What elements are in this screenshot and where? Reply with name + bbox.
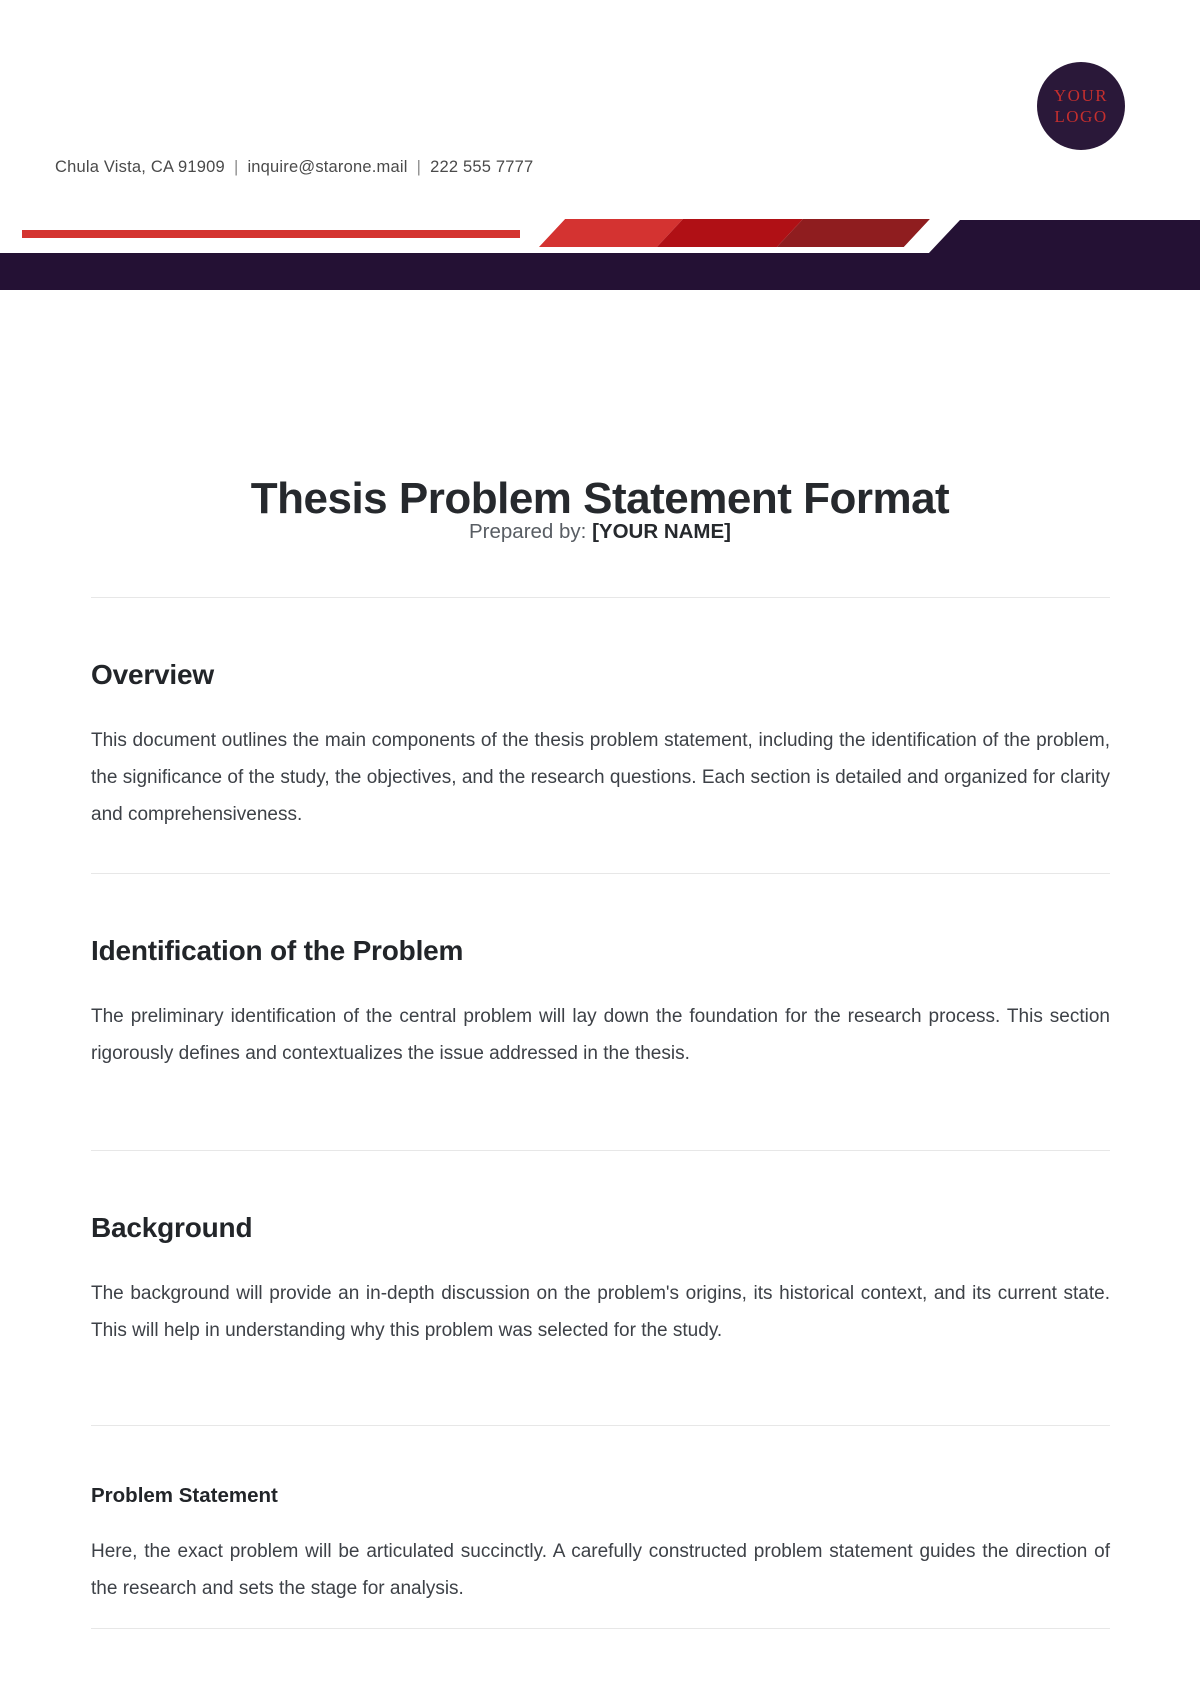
contact-separator: |: [233, 158, 239, 176]
contact-phone: 222 555 7777: [430, 158, 534, 176]
section-problem-statement: [91, 1425, 1110, 1607]
prepared-by-label: Prepared by:: [468, 520, 587, 543]
red-segment-maroon: [777, 219, 930, 247]
section-background: [91, 1150, 1110, 1349]
page-title: Thesis Problem Statement Format: [250, 474, 950, 524]
contact-email: inquire@starone.mail: [247, 158, 408, 176]
section-paragraph: The background will provide an in-depth discussion on the problem's origins, its historical context, and its current state. This will help in understanding why this problem was selected for the study.: [91, 1283, 1110, 1341]
section-paragraph: This document outlines the main components of the thesis problem statement, including the identification of the problem, the significance of the study, the objectives, and the research questions. Each section is detailed and organized for clarity and comprehensiveness.: [91, 730, 1110, 825]
section-heading: Identification of the Problem: [91, 935, 464, 966]
logo-text-line2: LOGO: [1054, 107, 1108, 126]
company-logo: [1037, 62, 1125, 150]
section-paragraph: Here, the exact problem will be articulated succinctly. A carefully constructed problem statement guides the direction of the research and sets the stage for analysis.: [91, 1541, 1110, 1599]
bottom-divider: [91, 1628, 1110, 1629]
logo-text-line1: YOUR: [1053, 86, 1109, 105]
section-heading: Overview: [91, 659, 214, 690]
decorative-navy-band: [0, 253, 1200, 290]
prepared-by-line: [0, 520, 1200, 544]
decorative-red-parallelogram: [539, 219, 930, 247]
decorative-navy-notch: [928, 220, 1200, 254]
contact-address: Chula Vista, CA 91909: [55, 158, 225, 176]
section-paragraph: The preliminary identification of the central problem will lay down the foundation for the research process. This section rigorously defines and contextualizes the issue addressed in the thesis.: [91, 1006, 1110, 1064]
section-overview: [91, 597, 1110, 833]
decorative-red-bar: [22, 230, 520, 238]
section-identification-of-problem: [91, 873, 1110, 1072]
prepared-by-value: [YOUR NAME]: [592, 520, 731, 543]
section-heading: Background: [91, 1212, 253, 1243]
contact-line: [55, 157, 533, 178]
subsection-heading: Problem Statement: [91, 1484, 278, 1507]
contact-separator: |: [416, 158, 422, 176]
